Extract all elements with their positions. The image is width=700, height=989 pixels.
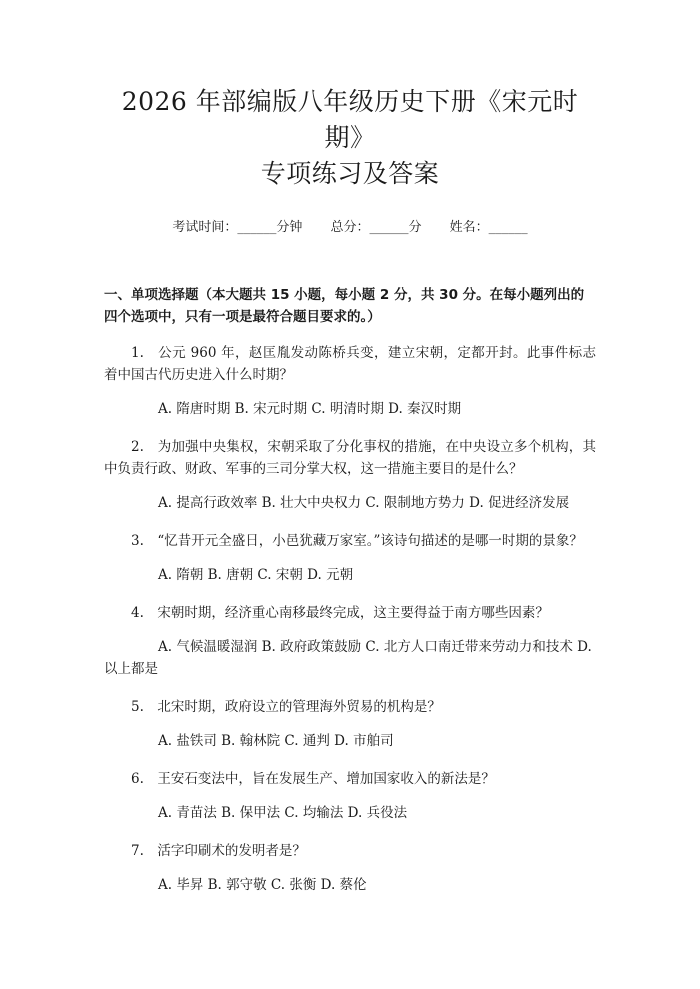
question-6-stem: 6. 王安石变法中，旨在发展生产、增加国家收入的新法是？: [131, 771, 495, 787]
title-line-1: 2026 年部编版八年级历史下册《宋元时期》: [121, 87, 579, 152]
title-line-2: 专项练习及答案: [260, 159, 440, 188]
question-3-stem: 3. “忆昔开元全盛日，小邑犹藏万家室。”该诗句描述的是哪一时期的景象？: [131, 533, 583, 549]
question-2-stem: 2. 为加强中央集权，宋朝采取了分化事权的措施，在中央设立多个机构，其中负责行政、财政、军事的三司分掌大权，这一措施主要目的是什么？: [104, 439, 596, 477]
question-1-stem: 1. 公元 960 年，赵匡胤发动陈桥兵变，建立宋朝，定都开封。此事件标志着中国古代历史进入什么时期？: [104, 345, 596, 383]
question-7-stem: 7. 活字印刷术的发明者是？: [131, 843, 306, 859]
section-heading-single-choice: 一、单项选择题（本大题共 15 小题，每小题 2 分，共 30 分。在每小题列出的四个选项中，只有一项是最符合题目要求的。）: [104, 287, 585, 325]
document-page: [0, 84, 700, 989]
question-5-options: A. 盐铁司 B. 翰林院 C. 通判 D. 市舶司: [158, 733, 394, 749]
question-1-options: A. 隋唐时期 B. 宋元时期 C. 明清时期 D. 秦汉时期: [158, 401, 462, 417]
question-3-options: A. 隋朝 B. 唐朝 C. 宋朝 D. 元朝: [158, 567, 354, 583]
question-7-options: A. 毕昇 B. 郭守敬 C. 张衡 D. 蔡伦: [158, 877, 367, 893]
question-6-options: A. 青苗法 B. 保甲法 C. 均输法 D. 兵役法: [158, 805, 408, 821]
exam-time-field: 考试时间：______分钟: [172, 220, 303, 235]
document-title: [104, 84, 596, 192]
student-name-field: 姓名：______: [449, 220, 528, 235]
exam-info: [104, 218, 596, 238]
question-2-options: A. 提高行政效率 B. 壮大中央权力 C. 限制地方势力 D. 促进经济发展: [158, 495, 570, 511]
total-score-field: 总分：______分: [330, 220, 422, 235]
question-4-options: A. 气候温暖湿润 B. 政府政策鼓励 C. 北方人口南迁带来劳动力和技术 D. 以上都是: [104, 639, 592, 677]
question-4-stem: 4. 宋朝时期，经济重心南移最终完成，这主要得益于南方哪些因素？: [131, 605, 549, 621]
question-5-stem: 5. 北宋时期，政府设立的管理海外贸易的机构是？: [131, 699, 441, 715]
